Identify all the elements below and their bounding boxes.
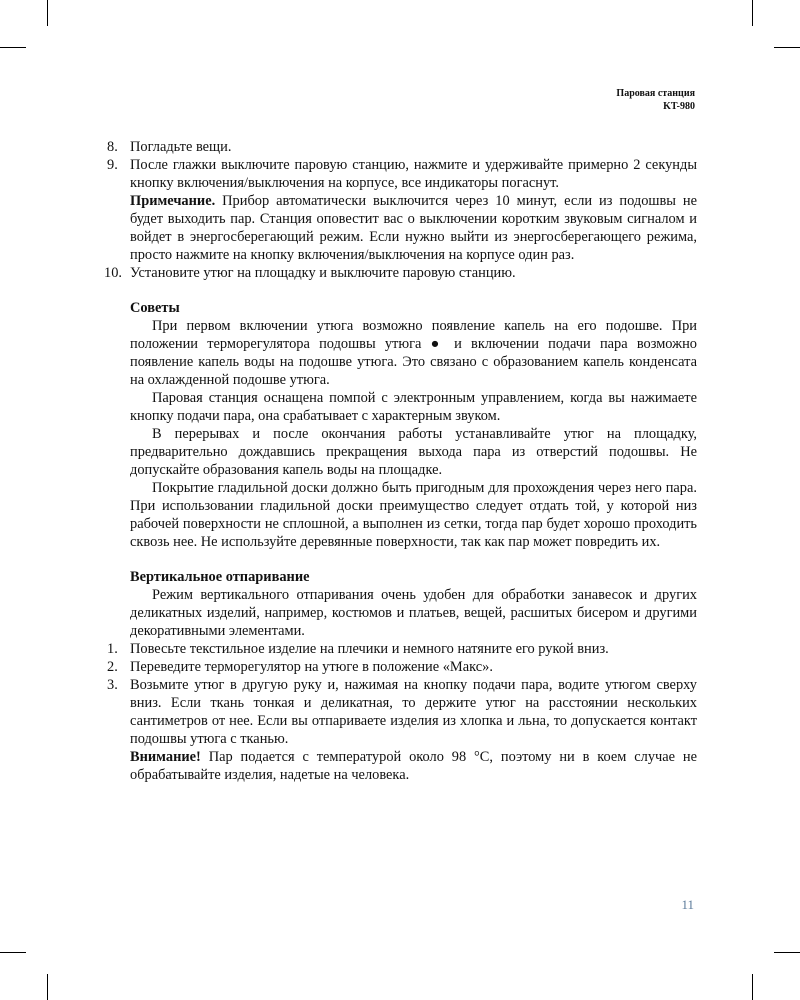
paragraph: При первом включении утюга возможно появление капель на его подошве. При положении терморегулятора подошвы утюга ● и включении подачи пара возможно появление капель воды на подошве утюга. Это связано с образованием капель конденсата на охлажденной подошве утюга. xyxy=(130,318,697,388)
crop-mark-top-left-h xyxy=(0,47,26,48)
page-number: 11 xyxy=(681,897,694,912)
crop-mark-top-right-h xyxy=(774,47,800,48)
list-item-text: Установите утюг на площадку и выключите паровую станцию. xyxy=(130,265,516,281)
list-item-number: 10. xyxy=(104,265,122,281)
paragraph: В перерывах и после окончания работы устанавливайте утюг на площадку, предварительно дождавшись прекращения выхода пара из отверстий подошвы. Не допускайте образования капель воды на площадке. xyxy=(130,426,697,478)
list-item-number: 8. xyxy=(107,139,118,155)
section-title-vertical-steaming: Вертикальное отпаривание xyxy=(130,569,310,585)
paragraph: Режим вертикального отпаривания очень удобен для обработки занавесок и других деликатных изделий, например, костюмов и платьев, вещей, расшитых бисером и другими декоративными элементами. xyxy=(130,587,697,639)
list-item-text: После глажки выключите паровую станцию, нажмите и удерживайте примерно 2 секунды кнопку включения/выключения на корпусе, все индикаторы погаснут. xyxy=(130,157,697,191)
crop-mark-top-right-v xyxy=(752,0,753,26)
note-text: Прибор автоматически выключится через 10 минут, если из подошвы не будет выходить пар. Станция оповестит вас о выключении коротким звуковым сигналом и войдет в энергосберегающий режим. Если нужно выйти из энергосберегающего режима, просто нажмите на кнопку включения/выключения на корпусе один раз. xyxy=(130,193,697,263)
warning-label: Внимание! xyxy=(130,749,201,765)
list-item-text: Переведите терморегулятор на утюге в положение «Макс». xyxy=(130,659,493,675)
list-item-number: 2. xyxy=(107,659,118,675)
list-item xyxy=(104,264,697,282)
list-item xyxy=(107,138,697,156)
header-model: KT-980 xyxy=(663,101,695,112)
crop-mark-top-left-v xyxy=(47,0,48,26)
paragraph: Покрытие гладильной доски должно быть пригодным для прохождения через него пара. При использовании гладильной доски преимущество следует отдать той, у которой низ рабочей поверхности не сплошной, а выполнен из сетки, тогда пар будет хорошо проходить сквозь нее. Не используйте деревянные поверхности, так как пар может повредить их. xyxy=(130,480,697,550)
note xyxy=(107,192,697,264)
page-content xyxy=(104,138,697,784)
list-item xyxy=(107,640,697,658)
paragraph: Паровая станция оснащена помпой с электронным управлением, когда вы нажимаете кнопку подачи пара, она срабатывает с характерным звуком. xyxy=(130,390,697,424)
header-product-name: Паровая станция xyxy=(616,88,695,99)
list-item-number: 9. xyxy=(107,157,118,173)
list-item xyxy=(107,156,697,192)
list-item-text: Повесьте текстильное изделие на плечики и немного натяните его рукой вниз. xyxy=(130,641,609,657)
list-item-number: 1. xyxy=(107,641,118,657)
list-item-text: Возьмите утюг в другую руку и, нажимая на кнопку подачи пара, водите утюгом сверху вниз. Если ткань тонкая и деликатная, то держите утюг на расстоянии нескольких сантиметров от нее. Если вы отпариваете изделия из хлопка и льна, то допускается контакт подошвы утюга с тканью. xyxy=(130,677,697,747)
list-item-text: Погладьте вещи. xyxy=(130,139,232,155)
crop-mark-bottom-left-h xyxy=(0,952,26,953)
crop-mark-bottom-left-v xyxy=(47,974,48,1000)
crop-mark-bottom-right-h xyxy=(774,952,800,953)
list-item-number: 3. xyxy=(107,677,118,693)
running-header xyxy=(616,87,695,113)
crop-mark-bottom-right-v xyxy=(752,974,753,1000)
warning-text: Пар подается с температурой около 98 °C, поэтому ни в коем случае не обрабатывайте изделия, надетые на человека. xyxy=(130,749,697,783)
note-label: Примечание. xyxy=(130,193,216,209)
warning xyxy=(107,748,697,784)
list-item xyxy=(107,676,697,748)
list-item xyxy=(107,658,697,676)
section-title-tips: Советы xyxy=(130,300,180,316)
